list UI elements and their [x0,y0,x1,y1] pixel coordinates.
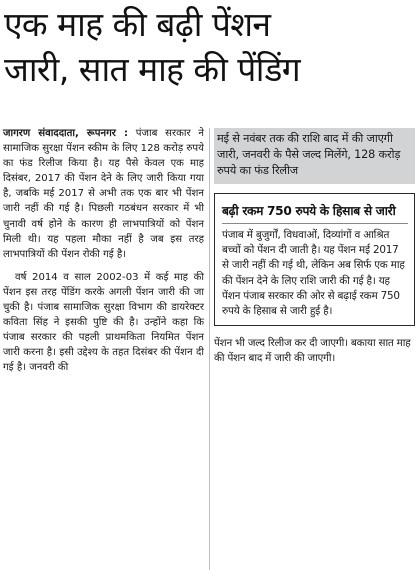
info-box-title: बढ़ी रकम 750 रुपये के हिसाब से जारी [222,203,396,218]
info-box-body: पंजाब में बुजुर्गों, विधवाओं, दिव्यांगों व आश्रित बच्चों को पेंशन दी जाती है। यह पेंशन मई 2017 से जारी नहीं की गई थी, लेकिन अब सिर्फ एक माह की पेंशन देने के लिए राशि जारी की गई है। यह पेंशन पंजाब सरकार की ओर से बढ़ाई रकम 750 रुपये के हिसाब से जारी हुई है। [222,228,405,318]
highlight-blurb: मई से नवंबर तक की राशि बाद में की जाएगी जारी, जनवरी के पैसे जल्द मिलेंगे, 128 करोड़ रुपये का फंड रिलीज [214,128,415,184]
sidebar-column [214,128,415,366]
headline-line-2: जारी, सात माह की पेंडिंग [4,50,300,89]
story-continuation: पेंशन भी जल्द रिलीज कर दी जाएगी। बकाया सात माह की पेंशन बाद में जारी की जाएगी। [214,337,411,365]
headline [4,2,414,92]
story-column [3,126,204,376]
byline: जागरण संवाददाता, रूपनगर : [3,128,129,139]
story-paragraph-1-text: पंजाब सरकार ने सामाजिक सुरक्षा पेंशन स्कीम के लिए 128 करोड़ रुपये का फंड रिलीज किया है। यह पैसे केवल एक माह दिसंबर, 2017 की पेंशन देने के लिए जारी किया गया है, जबकि मई 2017 से अभी तक एक बार भी पेंशन जारी नहीं की गई है। पिछली गठबंधन सरकार में भी चुनावी वर्ष होने के कारण ही लाभपात्रियों को पेंशन मिली थी। यह पहला मौका नहीं है जब इस तरह लाभपात्रियों की पेंशन रोकी गई है। [3,128,204,260]
info-box-rule [222,223,408,224]
column-divider [209,128,210,570]
info-box [214,193,415,327]
story-paragraph-1 [3,126,204,262]
headline-line-1: एक माह की बढ़ी पेंशन [4,5,271,44]
story-paragraph-2: वर्ष 2014 व साल 2002-03 में कई माह की पेंशन इस तरह पेंडिंग करके अगली पेंशन जारी की जा चुकी है। पंजाब सामाजिक सुरक्षा विभाग की डायरेक्टर कविता सिंह ने इसकी पुष्टि की है। उन्होंने कहा कि पंजाब सरकार की पहली प्राथमकिता नियमित पेंशन जारी करना है। इसी उद्देश्य के तहत दिसंबर की पेंशन दी गई है। जनवरी की [3,271,204,374]
